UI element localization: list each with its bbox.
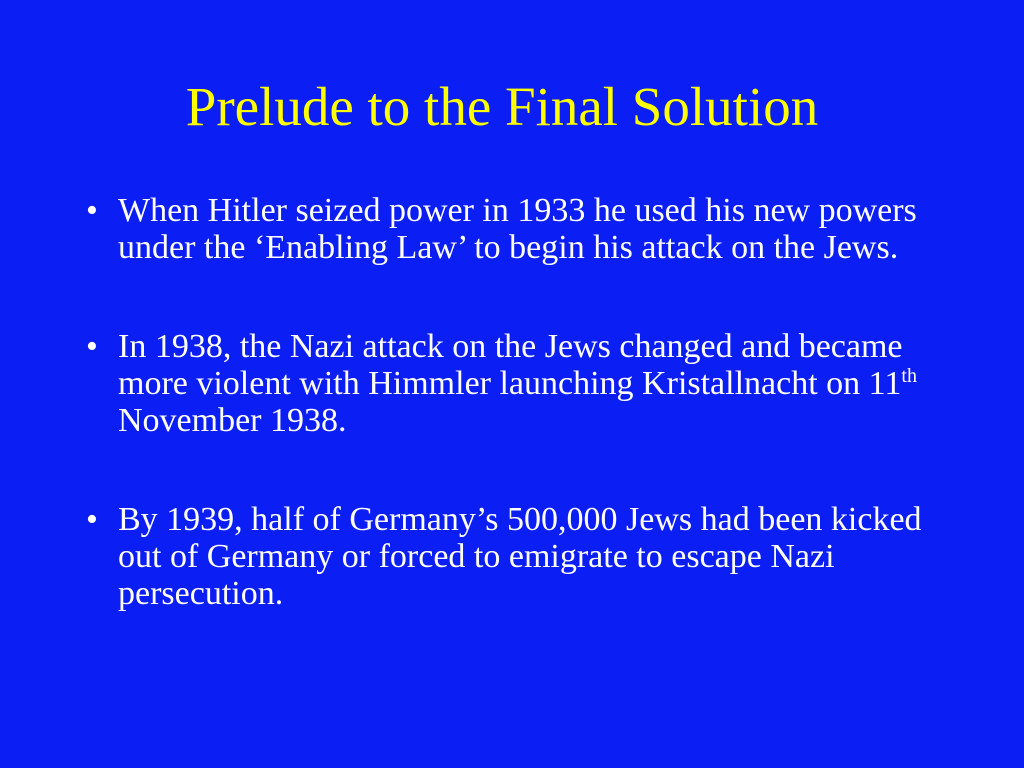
bullet-marker: • — [86, 192, 98, 229]
bullet-item — [80, 328, 950, 439]
bullet-text-continued: November 1938. — [118, 402, 347, 439]
bullet-text: In 1938, the Nazi attack on the Jews changed and became more violent with Himmler launching Kristallnacht on 11 — [118, 328, 903, 402]
bullet-text: By 1939, half of Germany’s 500,000 Jews had been kicked out of Germany or forced to emigrate to escape Nazi persecution. — [118, 501, 922, 612]
bullet-list — [80, 192, 950, 674]
bullet-text: When Hitler seized power in 1933 he used his new powers under the ‘Enabling Law’ to begin his attack on the Jews. — [118, 192, 917, 266]
ordinal-superscript: th — [901, 365, 917, 387]
slide-title: Prelude to the Final Solution — [185, 76, 819, 137]
bullet-item — [80, 192, 950, 266]
bullet-item — [80, 501, 950, 612]
bullet-marker: • — [86, 328, 98, 365]
bullet-marker: • — [86, 501, 98, 538]
